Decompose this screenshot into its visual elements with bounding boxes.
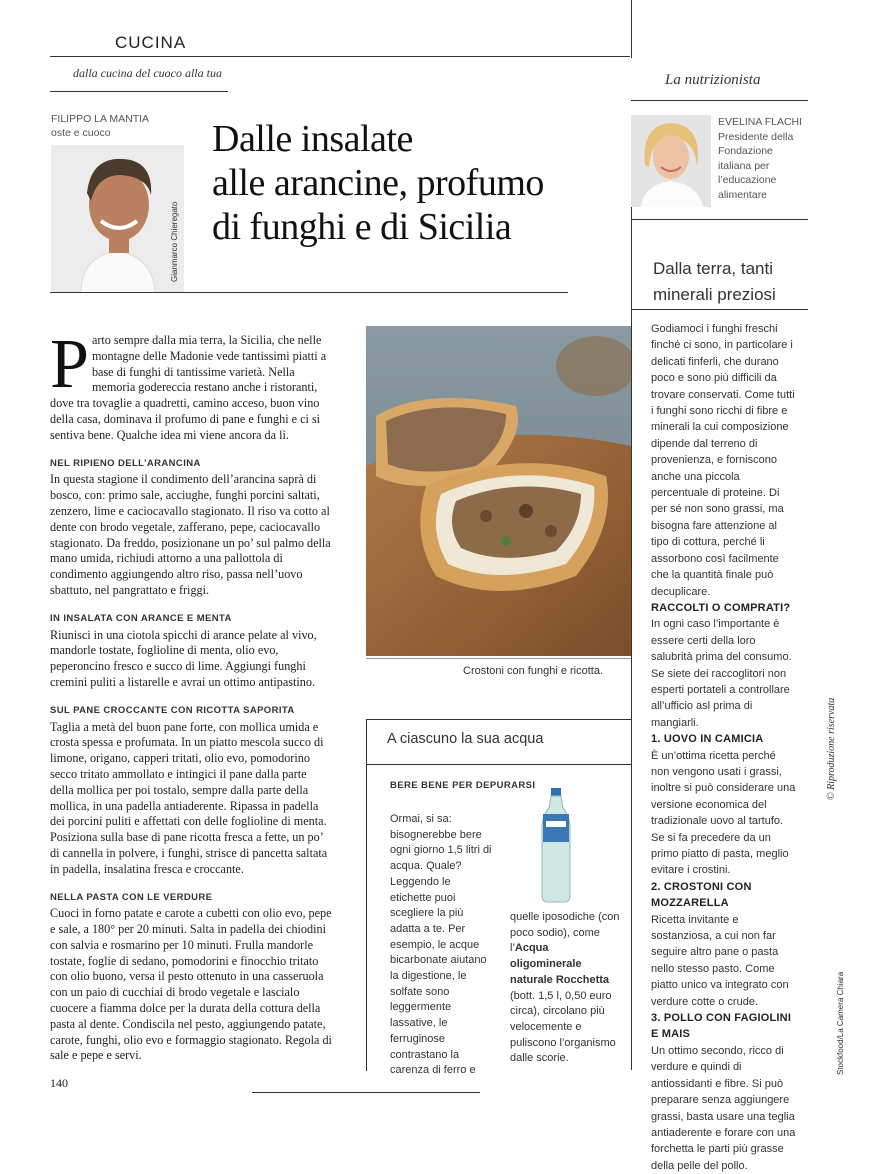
section-text-arancina: In questa stagione il condimento dell’arancina saprà di bosco, con: primo sale, acciughe, funghi porcini saltati, zenzero, lime e caciocavallo stagionato. Il riso va cotto al dente con brodo vegetale, zafferano, pepe, caciocavallo stagionato. Da freddo, posizionane un po’ sul palmo della mano umida, richiudi attorno a una pallottola di condimento aggiungendo altro riso, passa nell’uovo sbattuto, nel pangrattato e friggi. [50,472,331,597]
section-title: CUCINA [115,33,187,52]
nutritionist-heading-2: 1. UOVO IN CAMICIA [651,733,764,746]
section-heading-arancina: NEL RIPIENO DELL’ARANCINA [50,457,201,469]
author-photo [51,145,184,293]
water-box-column-2 [510,910,622,1067]
water-box-left-rule [366,719,367,1071]
nutritionist-paragraph-3: È un’ottima ricetta perché non vengono usati i grassi, inoltre si può considerare una versione economica del tradizionale uovo al tartufo. Se si fa precedere da un primo piatto di pasta, meglio evitare i crostini. [651,749,796,877]
page-number: 140 [50,1076,68,1090]
section-heading-insalata: IN INSALATA CON ARANCE E MENTA [50,612,232,624]
nutritionist-title-rule [631,309,808,310]
water-box-col2-pre: quelle iposodiche (con poco sodio), come l’ [510,911,620,955]
footer-rule [252,1092,480,1093]
nutritionist-title: Dalla terra, tanti minerali preziosi [653,259,776,304]
column-divider-right [631,207,632,1070]
nutritionist-role-3: italiana per [718,159,770,172]
nutritionist-block [718,115,818,202]
nutritionist-heading-3: 2. CROSTONI CON MOZZARELLA [651,880,752,910]
nutritionist-heading-1: RACCOLTI O COMPRATI? [651,601,791,614]
intro-paragraph [50,326,332,444]
nutritionist-photo [631,115,711,207]
water-bottle-image [536,788,576,903]
nutritionist-paragraph-2: In ogni caso l’importante è essere certi della loro salubrità prima del consumo. Se siete dei raccoglitori non esperti portateli a controllare all’ufficio asl prima di mangiarli. [651,618,792,729]
water-box-title: A ciascuno la sua acqua [387,731,544,747]
title-line-2: alle arancine, profumo [212,162,544,204]
food-photo [366,326,631,656]
rights-notice: © Riproduzione riservata [826,697,837,800]
section-text-insalata: Riunisci in una ciotola spicchi di arance pelate al vivo, mandorle tostate, foglioline di menta, olio evo, peperoncino fresco e succo di lime. Aggiungi funghi cremini puliti a listarelle e avrai un ottimo antipastino. [50,627,317,689]
nutritionist-name: EVELINA FLACHI [718,116,803,128]
nutritionist-role-5: alimentare [718,188,768,201]
tagline: dalla cucina del cuoco alla tua [73,66,222,80]
header-rule [50,56,630,57]
article-title [212,117,622,249]
nutritionist-paragraph-1: Godiamoci i funghi freschi finché ci sono, in particolare i delicati finferli, che durano poco e sono più difficili da trovare conservati. Come tutti i funghi sono ricchi di fibre e minerali la cui composizione dipende dal terreno di provenienza, e forniscono anche una piccola percentuale di proteine. Di per sé non sono grassi, ma bisogna fare attenzione al tipo di cottura, perché li assorbono così facilmente che la quantità finale può decuplicare. [651,323,795,598]
dropcap: P [50,326,89,403]
title-line-1: Dalle insalate [212,118,413,160]
water-box-top-rule [366,719,631,720]
nutritionist-paragraph-4: Ricetta invitante e sostanziosa, a cui non far seguire altro pane o pasta nello stesso pasto. Come piatto unico va integrato con verdure cotte o crude. [651,913,789,1008]
water-box-column-1: Ormai, si sa: bisognerebbe bere ogni giorno 1,5 litri di acqua. Quale? Leggendo le etichette puoi scegliere la più adatta a te. Per esempio, le acque bicarbonate aiutano la digestione, le solfate sono leggermente lassative, le ferruginose contrastano la carenza di ferro e [390,813,492,1077]
nutritionist-section-title: La nutrizionista [665,72,761,88]
nutritionist-heading-4: 3. POLLO CON FAGIOLINI E MAIS [651,1012,792,1041]
column-divider-top [631,0,632,58]
water-box-title-rule [366,764,631,765]
nutritionist-role-4: l’educazione [718,174,777,186]
author-photo-credit: Gianmarco Chieregato [170,201,179,282]
article-body [50,326,332,1064]
nutritionist-head-rule [631,100,808,101]
author-name: FILIPPO LA MANTIA [51,113,150,125]
photo-credits: Stockfood/La Camera Chiara [836,971,845,1075]
photo-caption: Crostoni con funghi e ricotta. [463,665,604,677]
water-box-subtitle: BERE BENE PER DEPURARSI [390,780,536,791]
water-brand: Acqua oligominerale naturale Rocchetta [510,942,610,986]
nutritionist-author-rule [631,219,808,220]
title-line-3: di funghi e di Sicilia [212,206,512,248]
photo-caption-rule [366,658,631,659]
author-role: oste e cuoco [51,127,111,139]
author-block [51,112,149,140]
intro-text: arto sempre dalla mia terra, la Sicilia, che nelle montagne delle Madonie vede tantissimi piatti a base di funghi di tantissime varietà. Nella memoria godereccia restano anche i ristoranti, dove tra tovaglie a quadretti, camino acceso, buon vino della casa, dominava il profumo di pane e funghi e ci si sentiva bene. Qualche idea mi viene ancora da lì. [50,333,327,442]
nutritionist-body [651,321,796,1174]
section-heading-pasta: NELLA PASTA CON LE VERDURE [50,891,213,903]
water-box-col2-post: (bott. 1,5 l, 0,50 euro circa), circolano più velocemente e puliscono l’organismo dalle scorie. [510,989,616,1065]
tagline-rule [50,91,228,92]
nutritionist-role-2: Fondazione [718,145,773,157]
title-rule [50,292,568,293]
section-text-pane: Taglia a metà del buon pane forte, con mollica umida e crosta spessa e profumata. In un piatto mescola succo di limone, origano, capperi tritati, olio evo, pomodorino secco tritato ammollato e intingici il pane dalla parte della mollica per poi tostalo, sempre dalla parte della mollica, in una padella antiaderente. Ripassa in padella dei porcini puliti e affettati con delle foglioline di menta. Posiziona sulla base di pane ricotta fresca a fette, un po’ di cannella in polvere, i funghi, strisce di pancetta saltata in padella, insalatina fresca e croccante. [50,719,328,876]
section-text-pasta: Cuoci in forno patate e carote a cubetti con olio evo, pepe e sale, a 180° per 20 minuti. Salta in padella dei chiodini con salvia e rosmarino per 10 minuti. Frulla mandorle tostate, foglie di sedano, pomodorini e finocchio tritato con olio buono, versa il pesto ottenuto in una casseruola con un paio di cucchiai di brodo vegetale e lascialo cuocere a fiamma dolce per la durata della cottura della pasta al dente. Condiscila nel pesto, aggiungendo patate, carote, funghi, olio evo e formaggio stagionato. Regola di sale e pepe e servi. [50,906,332,1063]
nutritionist-role-1: Presidente della [718,130,794,143]
nutritionist-paragraph-5: Un ottimo secondo, ricco di verdure e quindi di antiossidanti e fibre. Si può preparare senza aggiungere grassi, basta usare una teglia antiaderente e forare con una forchetta le parti più grasse della pelle del pollo. [651,1044,796,1172]
section-heading-pane: SUL PANE CROCCANTE CON RICOTTA SAPORITA [50,704,295,716]
